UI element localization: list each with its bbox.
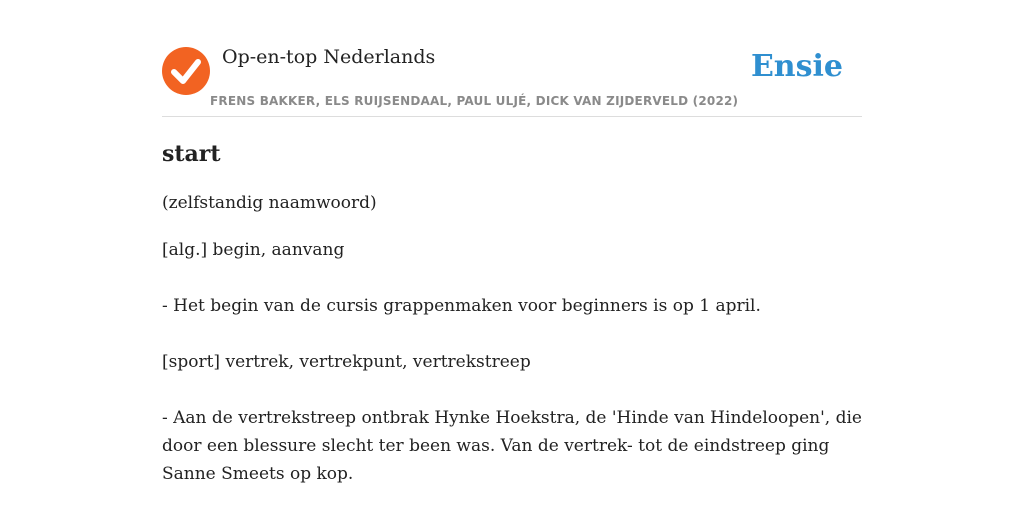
checkmark-icon	[162, 47, 210, 95]
source-title[interactable]: Op-en-top Nederlands	[222, 46, 436, 68]
source-header	[162, 44, 862, 117]
entry-content	[162, 138, 862, 488]
definition-sport: [sport] vertrek, vertrekpunt, vertrekstreep	[162, 352, 531, 372]
brand-logo[interactable]: Ensie	[750, 49, 843, 84]
definition-general: [alg.] begin, aanvang	[162, 240, 345, 260]
headword: start	[162, 141, 221, 167]
part-of-speech: (zelfstandig naamwoord)	[162, 193, 377, 213]
example-general: - Het begin van de cursis grappenmaken voor beginners is op 1 april.	[162, 296, 761, 316]
example-sport: - Aan de vertrekstreep ontbrak Hynke Hoekstra, de 'Hinde van Hindeloopen', die door een blessure slecht ter been was. Van de vertrek- tot de eindstreep ging Sanne Smeets op kop.	[162, 408, 862, 484]
source-authors: FRENS BAKKER, ELS RUIJSENDAAL, PAUL ULJÉ, DICK VAN ZIJDERVELD (2022)	[210, 94, 739, 108]
